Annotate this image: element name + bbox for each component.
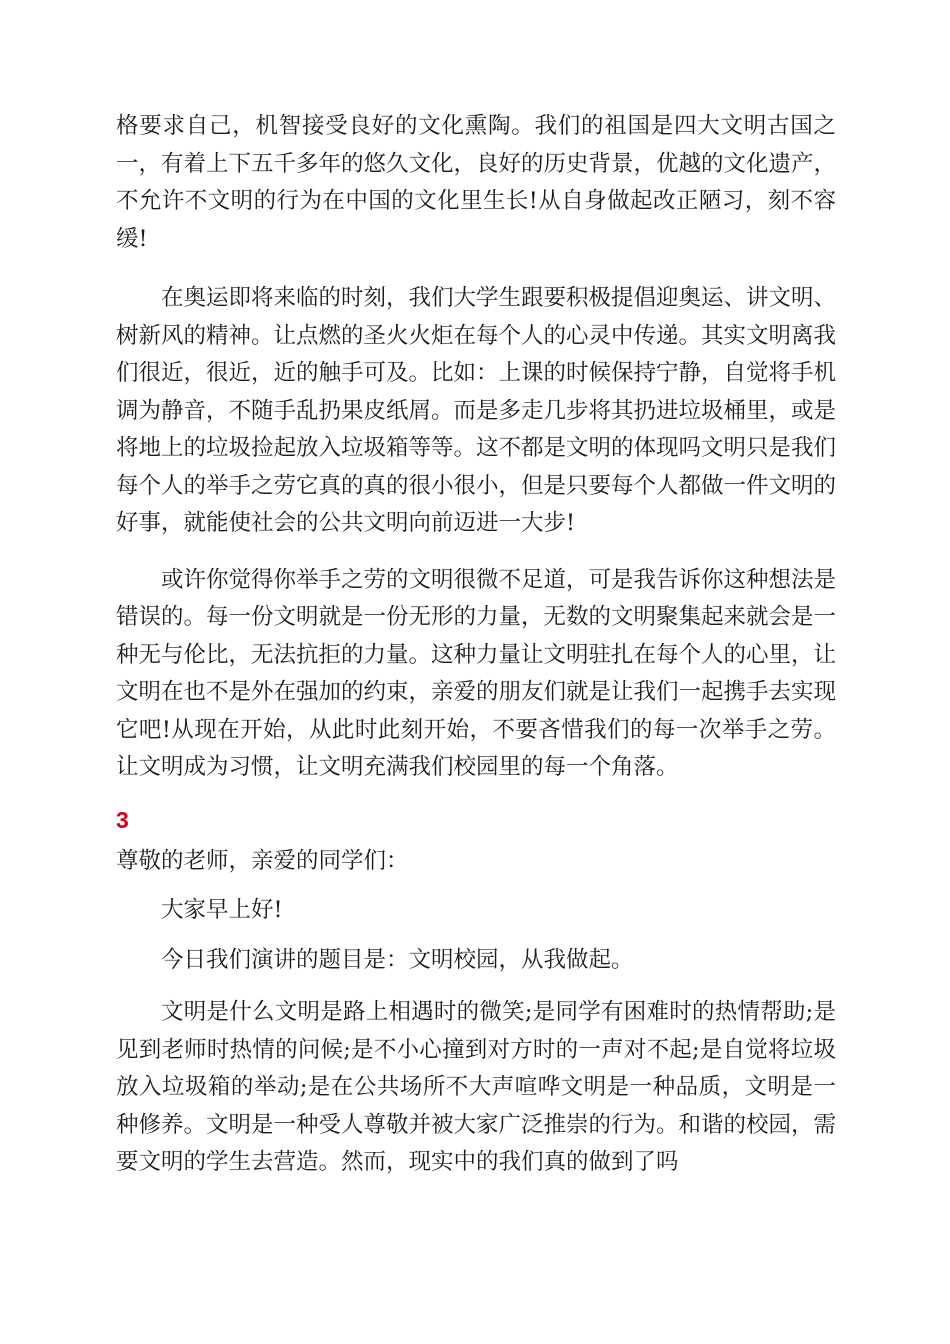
salutation: 尊敬的老师，亲爱的同学们：: [116, 847, 409, 874]
speech-topic: 今日我们演讲的题目是：文明校园，从我做起。: [161, 946, 634, 973]
greeting: 大家早上好!: [161, 897, 283, 923]
section-number: 3: [116, 806, 129, 833]
paragraph-what-is-civility: 文明是什么文明是路上相遇时的微笑;是同学有困难时的热情帮助;是见到老师时热情的问候;是不小心撞到对方时的一声对不起;是自觉将垃圾放入垃圾箱的举动;是在公共场所不大声喧哗文明是一种品质，文明是一种修养。文明是一种受人尊敬并被大家广泛推崇的行为。和谐的校园，需要文明的学生去营造。然而，现实中的我们真的做到了吗: [116, 999, 837, 1175]
paragraph-continued: 格要求自己，机智接受良好的文化熏陶。我们的祖国是四大文明古国之一，有着上下五千多年的悠久文化，良好的历史背景，优越的文化遗产，不允许不文明的行为在中国的文化里生长!从自身做起改正陋习，刻不容缓!: [116, 113, 837, 252]
document-page: [116, 108, 836, 1182]
paragraph-olympics: 在奥运即将来临的时刻，我们大学生跟要积极提倡迎奥运、讲文明、树新风的精神。让点燃的圣火火炬在每个人的心灵中传递。其实文明离我们很近，很近，近的触手可及。比如：上课的时候保持宁静，自觉将手机调为静音，不随手乱扔果皮纸屑。而是多走几步将其扔进垃圾桶里，或是将地上的垃圾捡起放入垃圾箱等等。这不都是文明的体现吗文明只是我们每个人的举手之劳它真的真的很小很小，但是只要每个人都做一件文明的好事，就能使社会的公共文明向前迈进一大步!: [116, 285, 837, 536]
paragraph-small-acts: 或许你觉得你举手之劳的文明很微不足道，可是我告诉你这种想法是错误的。每一份文明就是一份无形的力量，无数的文明聚集起来就会是一种无与伦比，无法抗拒的力量。这种力量让文明驻扎在每个人的心里，让文明在也不是外在强加的约束，亲爱的朋友们就是让我们一起携手去实现它吧!从现在开始，从此时此刻开始，不要吝惜我们的每一次举手之劳。让文明成为习惯，让文明充满我们校园里的每一个角落。: [116, 566, 837, 780]
